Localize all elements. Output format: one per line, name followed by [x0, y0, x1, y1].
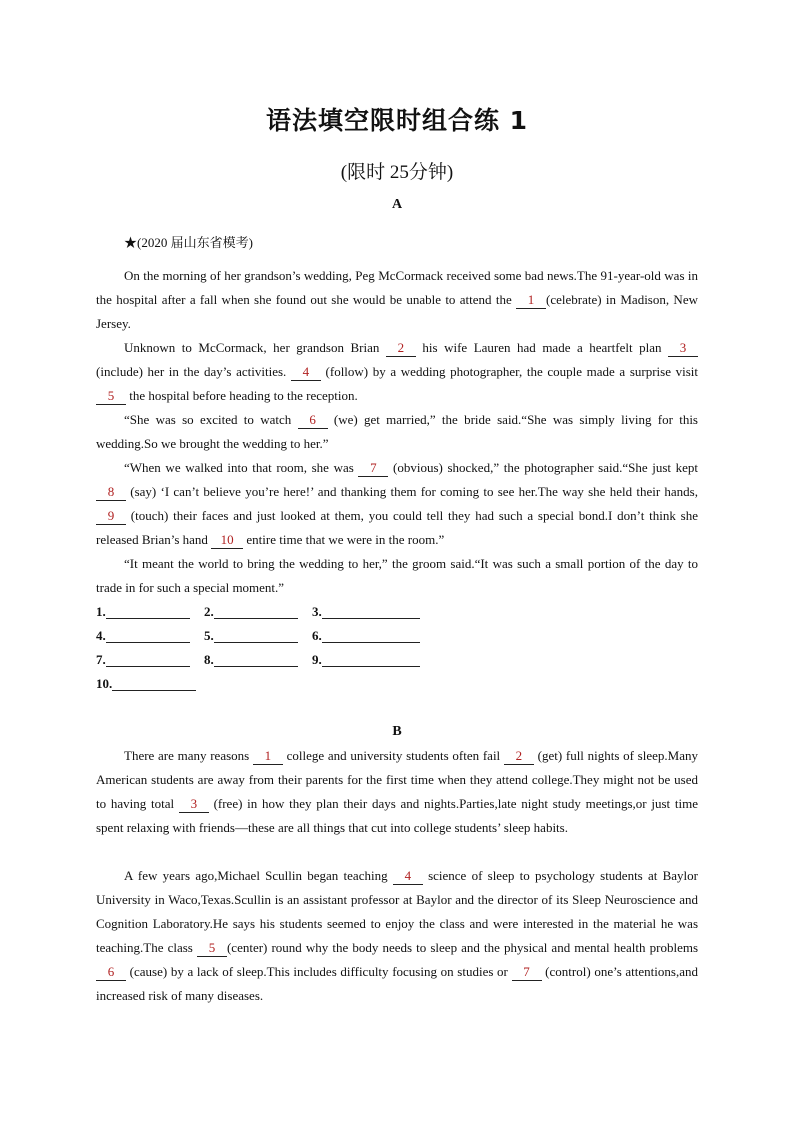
section-a-paragraph: [96, 408, 698, 456]
answer-number: 7.: [96, 652, 106, 667]
paragraph-text: (celebrate) in Madison, New Jersey.: [96, 292, 698, 331]
answer-blank: 4: [291, 364, 321, 381]
answer-blank: 1: [253, 748, 283, 765]
paragraph-text: On the morning of her grandson’s wedding, Peg McCormack received some bad news.The 91-year-old was in the hospital after a fall when she found out she would be unable to attend the: [96, 268, 698, 307]
section-b-paragraph: [96, 744, 698, 840]
answer-line[interactable]: [106, 654, 190, 667]
paragraph-text: “It meant the world to bring the wedding to her,” the groom said.“It was such a small portion of the day to trade in for such a special moment.”: [96, 556, 698, 595]
answer-blank: 10: [211, 532, 243, 549]
paragraph-text: his wife Lauren had made a heartfelt plan: [415, 340, 668, 355]
answer-blank: 6: [96, 964, 126, 981]
answer-blank: 4: [393, 868, 423, 885]
answer-number: 1.: [96, 604, 106, 619]
answer-blank: 5: [197, 940, 227, 957]
section-a-heading: A: [391, 197, 403, 212]
answer-slot: [312, 652, 420, 668]
paragraph-text: (follow) by a wedding photographer, the couple made a surprise visit: [320, 364, 698, 379]
paragraph-text: (include) her in the day’s activities.: [96, 364, 291, 379]
answer-blank: 3: [179, 796, 209, 813]
answer-sheet: [96, 600, 420, 696]
paragraph-text: (we) get married,” the bride said.“She was simply living for this wedding.So we brought the wedding to her.”: [96, 412, 698, 451]
answer-number: 2.: [204, 604, 214, 619]
paragraph-text: (get) full nights of sleep.Many American students are away from their parents for the first time when they attend college.They might not be used to having total: [96, 748, 698, 811]
answer-slot: [204, 652, 312, 668]
answer-line[interactable]: [322, 606, 420, 619]
paragraph-text: (obvious) shocked,” the photographer said.“She just kept: [388, 460, 698, 475]
answer-row: [96, 600, 420, 624]
paragraph-text: science of sleep to psychology students at Baylor University in Waco,Texas.Scullin is an assistant professor at Baylor and the director of its Sleep Neuroscience and Cognition Laboratory.He says his students seemed to enjoy the class and were interested in the material he was teaching.The class: [96, 868, 698, 955]
paragraph-text: entire time that we were in the room.”: [243, 532, 445, 547]
paragraph-text: the hospital before heading to the reception.: [126, 388, 358, 403]
answer-slot: [204, 604, 312, 620]
answer-slot: [96, 676, 204, 692]
section-a-paragraph: [96, 336, 698, 408]
answer-slot: [96, 604, 204, 620]
answer-number: 4.: [96, 628, 106, 643]
answer-number: 10.: [96, 676, 113, 691]
answer-blank: 6: [298, 412, 328, 429]
answer-number: 6.: [312, 628, 322, 643]
paragraph-text: “She was so excited to watch: [124, 412, 298, 427]
answer-row: [96, 648, 420, 672]
exam-source: ★(2020 届山东省模考): [124, 235, 253, 250]
answer-blank: 7: [512, 964, 542, 981]
answer-line[interactable]: [106, 606, 190, 619]
paragraph-text: Unknown to McCormack, her grandson Brian: [124, 340, 386, 355]
answer-number: 5.: [204, 628, 214, 643]
answer-blank: 1: [516, 292, 546, 309]
answer-number: 3.: [312, 604, 322, 619]
section-a-paragraph: [96, 456, 698, 552]
paragraph-text: college and university students often fail: [282, 748, 504, 763]
page-title: 语法填空限时组合练 1: [265, 106, 529, 135]
paragraph-text: (touch) their faces and just looked at them, you could tell they had such a special bond.I don’t think she released Brian’s hand: [96, 508, 698, 547]
paragraph-text: “When we walked into that room, she was: [124, 460, 359, 475]
answer-blank: 8: [96, 484, 126, 501]
answer-number: 9.: [312, 652, 322, 667]
answer-slot: [204, 628, 312, 644]
paragraph-text: (cause) by a lack of sleep.This includes difficulty focusing on studies or: [126, 964, 512, 979]
paragraph-text: (control) one’s attentions,and increased risk of many diseases.: [96, 964, 698, 1003]
answer-slot: [96, 652, 204, 668]
answer-line[interactable]: [214, 606, 298, 619]
paragraph-text: (say) ‘I can’t believe you’re here!’ and thanking them for coming to see her.The way she held their hands,: [126, 484, 698, 499]
answer-blank: 9: [96, 508, 126, 525]
answer-number: 8.: [204, 652, 214, 667]
answer-line[interactable]: [112, 678, 196, 691]
paragraph-text: (center) round why the body needs to sleep and the physical and mental health problems: [226, 940, 699, 955]
section-b-heading: B: [392, 724, 402, 739]
answer-blank: 2: [386, 340, 416, 357]
answer-slot: [312, 604, 420, 620]
answer-blank: 5: [96, 388, 126, 405]
answer-blank: 3: [668, 340, 698, 357]
answer-blank: 2: [504, 748, 534, 765]
paragraph-text: A few years ago,Michael Scullin began teaching: [124, 868, 393, 883]
paragraph-text: (free) in how they plan their days and nights.Parties,late night study meetings,or just time spent relaxing with friends—these are all things that cut into college students’ sleep habits.: [96, 796, 698, 835]
answer-line[interactable]: [214, 630, 298, 643]
section-a-paragraph: [96, 552, 698, 600]
answer-line[interactable]: [214, 654, 298, 667]
answer-row: [96, 624, 420, 648]
paragraph-text: There are many reasons: [124, 748, 253, 763]
answer-line[interactable]: [106, 630, 190, 643]
section-b-paragraph: [96, 864, 698, 1008]
answer-row: [96, 672, 420, 696]
answer-slot: [312, 628, 420, 644]
section-a-paragraph: [96, 264, 698, 336]
answer-line[interactable]: [322, 630, 420, 643]
answer-line[interactable]: [322, 654, 420, 667]
time-limit: (限时 25分钟): [340, 162, 454, 183]
answer-blank: 7: [358, 460, 388, 477]
answer-slot: [96, 628, 204, 644]
